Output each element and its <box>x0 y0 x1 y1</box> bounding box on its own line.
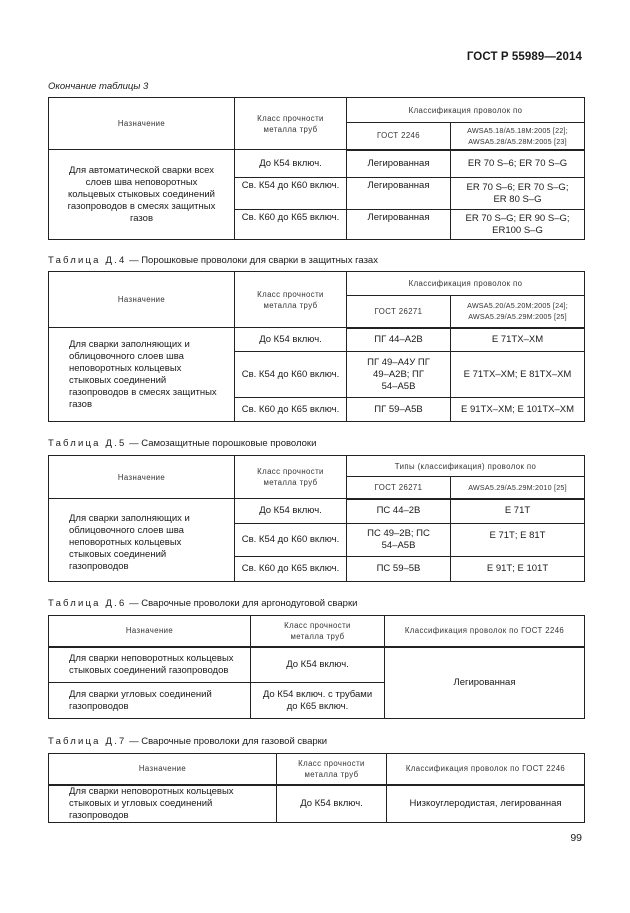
aws-cell: ER 70 S–G; ER 90 S–G; ER100 S–G <box>451 210 585 240</box>
table-row <box>49 647 585 683</box>
gost-cell: ПГ 44–А2В <box>347 328 451 352</box>
table-d4-caption <box>48 255 378 266</box>
table-d7 <box>48 753 585 823</box>
strength-cell: До К54 включ. с трубами до К65 включ. <box>251 683 385 719</box>
table-d6-label: Таблица Д.6 <box>48 598 127 609</box>
table-row <box>49 499 585 524</box>
gost-cell: Легированная <box>347 178 451 210</box>
aws-cell: E 91Т; E 101Т <box>451 557 585 582</box>
strength-cell: До К54 включ. <box>277 785 387 823</box>
table-d7-title: — Сварочные проволоки для газовой сварки <box>126 736 328 747</box>
table-row <box>49 150 585 178</box>
page-number: 99 <box>570 832 582 844</box>
strength-cell: До К54 включ. <box>235 150 347 178</box>
strength-cell: Св. К60 до К65 включ. <box>235 557 347 582</box>
header-classification: Классификация проволок по <box>347 98 585 123</box>
header-purpose: Назначение <box>49 98 235 150</box>
header-strength: Класс прочности металла труб <box>251 616 385 647</box>
table-d4-label: Таблица Д.4 <box>48 255 127 266</box>
table-3-caption: Окончание таблицы 3 <box>48 81 149 92</box>
strength-cell: Св. К54 до К60 включ. <box>235 524 347 557</box>
purpose-cell: Для сварки угловых соединений газопроводов <box>49 683 251 719</box>
classification-cell: Легированная <box>385 647 585 719</box>
strength-cell: Св. К60 до К65 включ. <box>235 210 347 240</box>
strength-cell: До К54 включ. <box>235 328 347 352</box>
purpose-cell: Для сварки неповоротных кольцевых стыковых и угловых соединений газопроводов <box>49 785 277 823</box>
header-classification: Классификация проволок по ГОСТ 2246 <box>387 754 585 785</box>
gost-cell: ПС 59–5В <box>347 557 451 582</box>
gost-cell: ПС 49–2В; ПС 54–А5В <box>347 524 451 557</box>
header-classification: Классификация проволок по <box>347 272 585 296</box>
header-strength: Класс прочности металла труб <box>277 754 387 785</box>
gost-cell: Легированная <box>347 210 451 240</box>
strength-cell: До К54 включ. <box>235 499 347 524</box>
header-aws: AWSA5.29/A5.29M:2010 [25] <box>451 477 585 499</box>
document-standard-number: ГОСТ Р 55989—2014 <box>466 51 582 63</box>
header-aws: AWSA5.20/A5.20M:2005 [24]; AWSA5.29/A5.29M:2005 [25] <box>451 296 585 328</box>
aws-cell: E 71ТХ–ХМ; E 81ТХ–ХМ <box>451 352 585 398</box>
gost-cell: ПГ 59–А5В <box>347 398 451 422</box>
aws-cell: ER 70 S–6; ER 70 S–G; ER 80 S–G <box>451 178 585 210</box>
header-gost: ГОСТ 2246 <box>347 123 451 150</box>
table-row <box>49 785 585 823</box>
header-purpose: Назначение <box>49 272 235 328</box>
strength-cell: Св. К60 до К65 включ. <box>235 398 347 422</box>
strength-cell: Св. К54 до К60 включ. <box>235 352 347 398</box>
header-strength: Класс прочности металла труб <box>235 272 347 328</box>
table-d4-title: — Порошковые проволоки для сварки в защитных газах <box>126 255 378 266</box>
purpose-cell: Для сварки неповоротных кольцевых стыковых соединений газопроводов <box>49 647 251 683</box>
header-purpose: Назначение <box>49 754 277 785</box>
gost-cell: ПС 44–2В <box>347 499 451 524</box>
strength-cell: До К54 включ. <box>251 647 385 683</box>
aws-cell: E 71ТХ–ХМ <box>451 328 585 352</box>
table-d6-title: — Сварочные проволоки для аргонодуговой сварки <box>126 598 358 609</box>
header-aws: AWSA5.18/A5.18M:2005 [22]; AWSA5.28/A5.28M:2005 [23] <box>451 123 585 150</box>
aws-cell: E 71Т <box>451 499 585 524</box>
aws-cell: E 91ТХ–ХМ; E 101ТХ–ХМ <box>451 398 585 422</box>
header-purpose: Назначение <box>49 616 251 647</box>
header-purpose: Назначение <box>49 456 235 499</box>
aws-cell: E 71Т; E 81Т <box>451 524 585 557</box>
header-gost: ГОСТ 26271 <box>347 296 451 328</box>
gost-cell: Легированная <box>347 150 451 178</box>
purpose-cell: Для сварки заполняющих и облицовочного слоев шва неповоротных кольцевых стыковых соединений газопроводов в смесях защитных газов <box>49 328 235 422</box>
table-d6 <box>48 615 585 719</box>
table-d5 <box>48 455 585 582</box>
table-d4 <box>48 271 585 422</box>
table-d5-title: — Самозащитные порошковые проволоки <box>126 438 317 449</box>
classification-cell: Низкоуглеродистая, легированная <box>387 785 585 823</box>
header-classification: Типы (классификация) проволок по <box>347 456 585 477</box>
table-d5-caption <box>48 438 316 449</box>
table-d6-caption <box>48 598 357 609</box>
table-d7-caption <box>48 736 327 747</box>
purpose-cell: Для автоматической сварки всех слоев шва неповоротных кольцевых стыковых соединений газопроводов в смесях защитных газов <box>49 150 235 240</box>
table-d7-label: Таблица Д.7 <box>48 736 127 747</box>
header-strength: Класс прочности металла труб <box>235 456 347 499</box>
table-row <box>49 328 585 352</box>
gost-cell: ПГ 49–А4У ПГ 49–А2В; ПГ 54–А5В <box>347 352 451 398</box>
table-d5-label: Таблица Д.5 <box>48 438 127 449</box>
strength-cell: Св. К54 до К60 включ. <box>235 178 347 210</box>
purpose-cell: Для сварки заполняющих и облицовочного слоев шва неповоротных кольцевых стыковых соединений газопроводов <box>49 499 235 582</box>
header-strength: Класс прочности металла труб <box>235 98 347 150</box>
table-3 <box>48 97 585 240</box>
header-gost: ГОСТ 26271 <box>347 477 451 499</box>
header-classification: Классификация проволок по ГОСТ 2246 <box>385 616 585 647</box>
aws-cell: ER 70 S–6; ER 70 S–G <box>451 150 585 178</box>
